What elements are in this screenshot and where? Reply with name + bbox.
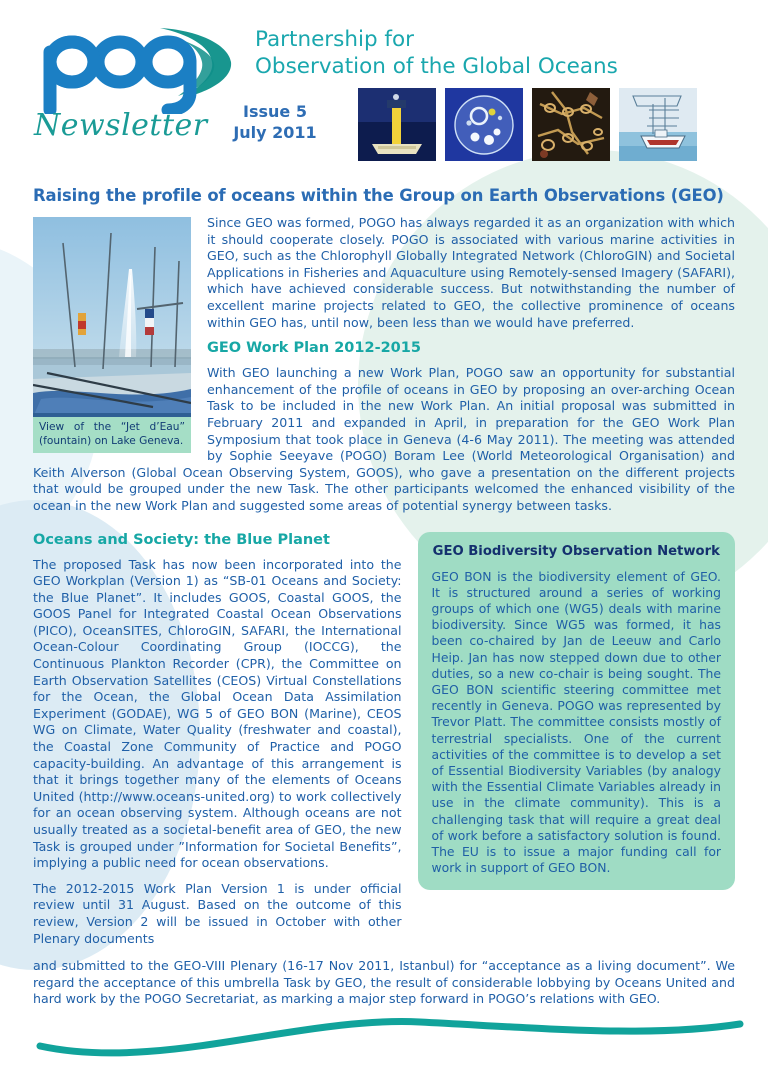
two-column-section	[33, 532, 735, 957]
pogo-logo-icon	[32, 18, 242, 114]
diatom-chain-thumbnail	[532, 88, 610, 161]
pogo-logo	[32, 18, 242, 168]
geneva-sailboats-photo	[33, 217, 191, 417]
left-column	[33, 532, 402, 957]
intro-section	[33, 215, 735, 524]
wave-divider-icon	[0, 998, 768, 1068]
closing-paragraph: and submitted to the GEO-VIII Plenary (16-17 Nov 2011, Istanbul) for “acceptance as a living document”. We regard the acceptance of this umbrella Task by GEO, the result of considerable lobbying by Oceans United and hard work by the POGO Secretariat, as marking a major step forward in POGO’s relations with GEO.	[33, 958, 735, 1007]
geo-bon-paragraph: GEO BON is the biodiversity element of GEO. It is structured around a series of working groups of which one (WG5) deals with marine biodiversity. Since WG5 was formed, it has been co-chaired by Jan de Leeuw and Carlo Heip. Jan has now stepped down due to other duties, so a new co-chair is being sought. The GEO BON scientific steering committee met recently in Geneva. POGO was represented by Trevor Platt. The committee consists mostly of terrestrial specialists. One of the current activities of the committee is to develop a set of Essential Biodiversity Variables (by analogy with the Essential Climate Variables already in use in the climate community). This is a challenging task that will require a great deal of work before a satisfactory solution is found. The EU is to issue a major funding call for work in support of GEO BON.	[431, 568, 721, 876]
right-column	[418, 532, 735, 957]
newsletter-wordmark: Newsletter	[34, 108, 208, 143]
issue-date: July 2011	[233, 123, 317, 142]
blue-planet-heading: Oceans and Society: the Blue Planet	[33, 531, 330, 548]
geo-bon-heading: GEO Biodiversity Observation Network	[432, 543, 720, 559]
blue-planet-paragraph-1: The proposed Task has now been incorporated into the GEO Workplan (Version 1) as “SB-01 Oceans and Society: the Blue Planet”. It includes GOOS, Coastal GOOS, the GOOS Panel for Integrated Coastal Ocean Observations (PICO), OceanSITES, ChloroGIN, SAFARI, the International Ocean-Colour Coordinating Group (IOCCG), the Continuous Plankton Recorder (CPR), the Committee on Earth Observation Satellites (CEOS) Virtual Constellations for the Ocean, the Global Ocean Data Assimilation Experiment (GODAE), WG 5 of GEO BON (Marine), CEOS WG on Climate, Water Quality (freshwater and coastal), the Coastal Zone Community of Practice and POGO capacity-building. An advantage of this arrangement is that it brings together many of the elements of Oceans United (http://www.oceans-united.org) to work collectively for an ocean observing system. Although oceans are not usually treated as a societal-benefit area of GEO, the new Task is grouped under ”Information for Societal Benefits”, implying a public need for ocean observations.	[33, 556, 402, 871]
geo-workplan-paragraph: With GEO launching a new Work Plan, POGO saw an opportunity for substantial enhancement of the profile of oceans in GEO by proposing an over-arching Ocean Task to be included in the new Work Plan. An initial proposal was submitted in February 2011 and expanded in April, in preparation for the GEO Work Plan Symposium that took place in Geneva (4-6 May 2011). The meeting was attended by Sophie Seeyave (POGO) Boram Lee (World Meteorological Organisation) and Keith Alverson (Global Ocean Observing System, GOOS), who gave a presentation on the different projects that would be grouped under the new Task. The other participants welcomed the enhanced visibility of the ocean in the new Work Plan and suggested some areas of potential synergy between tasks.	[33, 365, 735, 513]
tagline	[255, 26, 618, 80]
geneva-photo-figure	[33, 217, 193, 453]
closing-section	[33, 958, 735, 1008]
intro-paragraph: Since GEO was formed, POGO has always regarded it as an organization with which it should cooperate closely. POGO is associated with various marine activities in GEO, such as the Chlorophyll Globally Integrated Network (ChloroGIN) and Societal Applications in Fisheries and Aquaculture using Remotely-sensed Imagery (SAFARI), which have achieved considerable success. But notwithstanding the number of excellent marine projects related to GEO, the collective prominence of oceans within GEO has, until now, been less than we would have preferred.	[207, 215, 735, 330]
article-body	[0, 186, 768, 1008]
issue-info	[215, 101, 335, 143]
ocean-buoy-thumbnail	[358, 88, 436, 161]
geo-bon-sidebar	[418, 532, 735, 891]
plankton-microscopy-thumbnail	[445, 88, 523, 161]
research-vessel-thumbnail	[619, 88, 697, 161]
geo-workplan-heading: GEO Work Plan 2012-2015	[207, 340, 421, 357]
page-header	[0, 0, 768, 178]
photo-caption: View of the “Jet d’Eau” (fountain) on Lake Geneva.	[33, 417, 191, 453]
issue-number: Issue 5	[243, 102, 307, 121]
header-thumbnail-strip	[358, 88, 697, 161]
tagline-line-2: Observation of the Global Oceans	[255, 54, 618, 79]
page-title: Raising the profile of oceans within the Group on Earth Observations (GEO)	[33, 186, 724, 205]
tagline-line-1: Partnership for	[255, 27, 414, 52]
blue-planet-paragraph-2: The 2012-2015 Work Plan Version 1 is under official review until 31 August. Based on the outcome of this review, Version 2 will be issued in October with other Plenary documents	[33, 880, 402, 946]
